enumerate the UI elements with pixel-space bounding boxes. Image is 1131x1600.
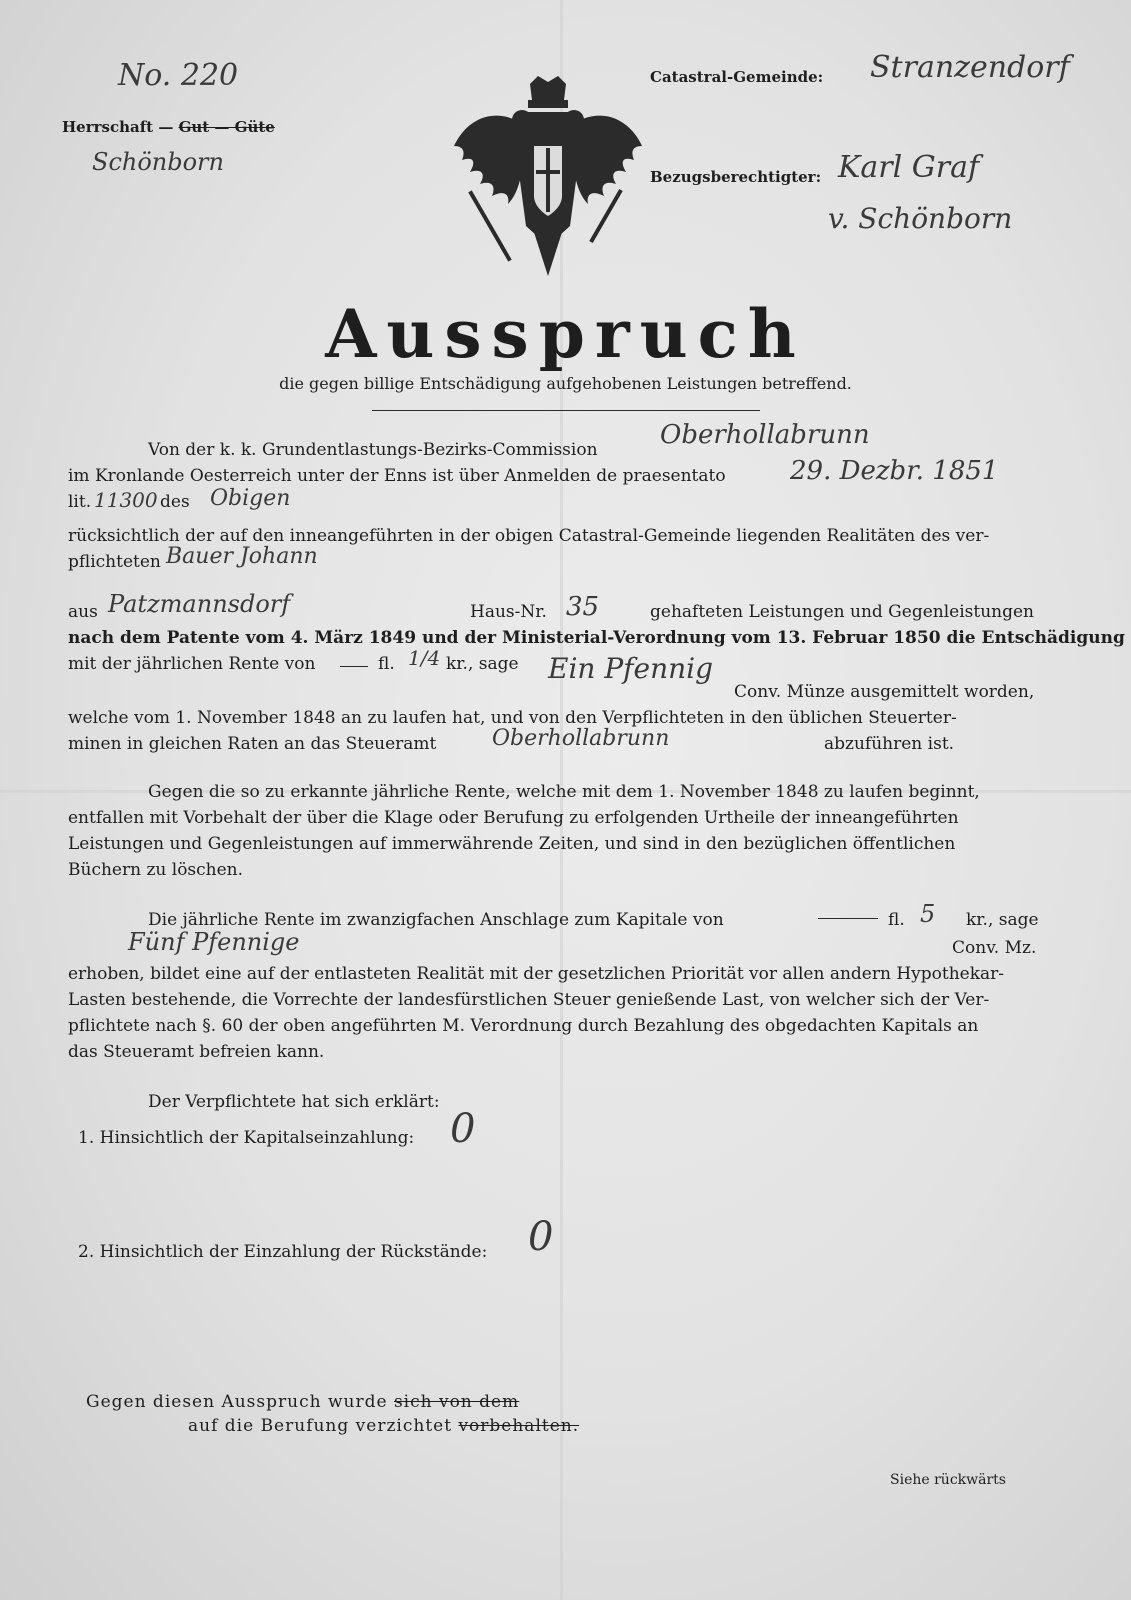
des-value: Obigen	[210, 486, 291, 511]
document-number: No. 220	[118, 58, 239, 93]
item2-value: 0	[528, 1214, 554, 1260]
berechtigter-label: Bezugsberechtigter:	[650, 168, 822, 186]
p1-line10: welche vom 1. November 1848 an zu laufen hat, und von den Verpflichteten in den üblichen Steuerter-	[68, 708, 957, 728]
herrschaft-value: Schönborn	[92, 148, 224, 176]
p3-fl: fl.	[888, 910, 905, 930]
berufung-line-1	[86, 1392, 519, 1412]
p3-conv: Conv. Mz.	[952, 938, 1037, 958]
gemeinde-label: Catastral-Gemeinde:	[650, 68, 824, 86]
lit-value: 11300	[94, 488, 158, 512]
berufung-struck-a: sich von dem	[393, 1392, 520, 1412]
steueramt-value: Oberhollabrunn	[492, 726, 670, 751]
haus-value: 35	[566, 592, 600, 622]
herrschaft-struck: Gut — Güte	[178, 118, 275, 136]
berufung-line-2	[188, 1416, 579, 1436]
conv-line: Conv. Münze ausgemittelt worden,	[734, 682, 1035, 702]
p2-line1: Gegen die so zu erkannte jährliche Rente, welche mit dem 1. November 1848 zu laufen beginnt,	[148, 782, 980, 802]
document-title: Ausspruch	[325, 295, 806, 373]
p3-line4: Lasten bestehende, die Vorrechte der landesfürstlichen Steuer genießende Last, von welcher sich der Ver-	[68, 990, 990, 1010]
p1-line2: im Kronlande Oesterreich unter der Enns ist über Anmelden de praesentato	[68, 466, 726, 486]
haus-tail: gehafteten Leistungen und Gegenleistungen	[650, 602, 1034, 622]
p1-line4: rücksichtlich der auf den inneangeführten in der obigen Catastral-Gemeinde liegenden Realitäten des ver-	[68, 526, 990, 546]
aus-label: aus	[68, 602, 98, 622]
berechtigter-value-2: v. Schönborn	[828, 202, 1013, 235]
rente-dash	[340, 666, 368, 667]
aus-value: Patzmannsdorf	[108, 590, 291, 618]
p1-line11-b: abzuführen ist.	[824, 734, 955, 754]
double-headed-eagle-icon	[448, 76, 648, 296]
berufung-struck-b: vorbehalten.	[458, 1416, 580, 1436]
p2-line3: Leistungen und Gegenleistungen auf immerwährende Zeiten, und sind in den bezüglichen öffentlichen	[68, 834, 956, 854]
p3-line1: Die jährliche Rente im zwanzigfachen Anschlage zum Kapitale von	[148, 910, 724, 930]
p3-kr: kr., sage	[966, 910, 1039, 930]
item1-value: 0	[450, 1106, 476, 1152]
title-rule	[372, 410, 760, 411]
berufung-a: Gegen diesen Ausspruch wurde	[86, 1392, 388, 1412]
herrschaft-label-text: Herrschaft —	[62, 118, 174, 136]
lit-label: lit.	[68, 492, 92, 512]
p3-line5: pflichtete nach §. 60 der oben angeführten M. Verordnung durch Bezahlung des obgedachten Kapitals an	[68, 1016, 979, 1036]
gemeinde-value: Stranzendorf	[870, 50, 1070, 85]
date-hand: 29. Dezbr. 1851	[790, 456, 999, 486]
berechtigter-value-1: Karl Graf	[838, 150, 980, 185]
p2-line4: Büchern zu löschen.	[68, 860, 244, 880]
p3-dash	[818, 918, 878, 919]
p1-line1: Von der k. k. Grundentlastungs-Bezirks-Commission	[148, 440, 598, 460]
herrschaft-label	[62, 118, 275, 136]
p1-line11-a: minen in gleichen Raten an das Steueramt	[68, 734, 437, 754]
p3-kr-value: 5	[920, 900, 936, 928]
haus-label: Haus-Nr.	[470, 602, 547, 622]
item1: 1. Hinsichtlich der Kapitalseinzahlung:	[78, 1128, 415, 1148]
p3-words: Fünf Pfennige	[128, 928, 300, 956]
rente-label: mit der jährlichen Rente von	[68, 654, 316, 674]
rente-kr: kr., sage	[446, 654, 519, 674]
rente-words: Ein Pfennig	[548, 652, 714, 685]
p3-line6: das Steueramt befreien kann.	[68, 1042, 325, 1062]
berufung-b: auf die Berufung verzichtet	[188, 1416, 453, 1436]
verpflichteten-value: Bauer Johann	[166, 544, 318, 569]
footer-note: Siehe rückwärts	[890, 1472, 1006, 1488]
document-subtitle: die gegen billige Entschädigung aufgehobenen Leistungen betreffend.	[279, 374, 852, 393]
p3-line3: erhoben, bildet eine auf der entlasteten Realität mit der gesetzlichen Priorität vor allen andern Hypothekar-	[68, 964, 1005, 984]
commission-hand: Oberhollabrunn	[660, 420, 870, 450]
p2-line2: entfallen mit Vorbehalt der über die Klage oder Berufung zu erfolgenden Urtheile der inneangeführten	[68, 808, 959, 828]
rente-kr-value: 1/4	[408, 646, 441, 670]
erklaert: Der Verpflichtete hat sich erklärt:	[148, 1092, 440, 1112]
rente-fl: fl.	[378, 654, 395, 674]
p1-line7: nach dem Patente vom 4. März 1849 und der Ministerial-Verordnung vom 13. Februar 1850 die Entschädigung	[68, 628, 1125, 648]
item2: 2. Hinsichtlich der Einzahlung der Rückstände:	[78, 1242, 488, 1262]
verpflichteten-label: pflichteten	[68, 552, 161, 572]
des-label: des	[160, 492, 190, 512]
